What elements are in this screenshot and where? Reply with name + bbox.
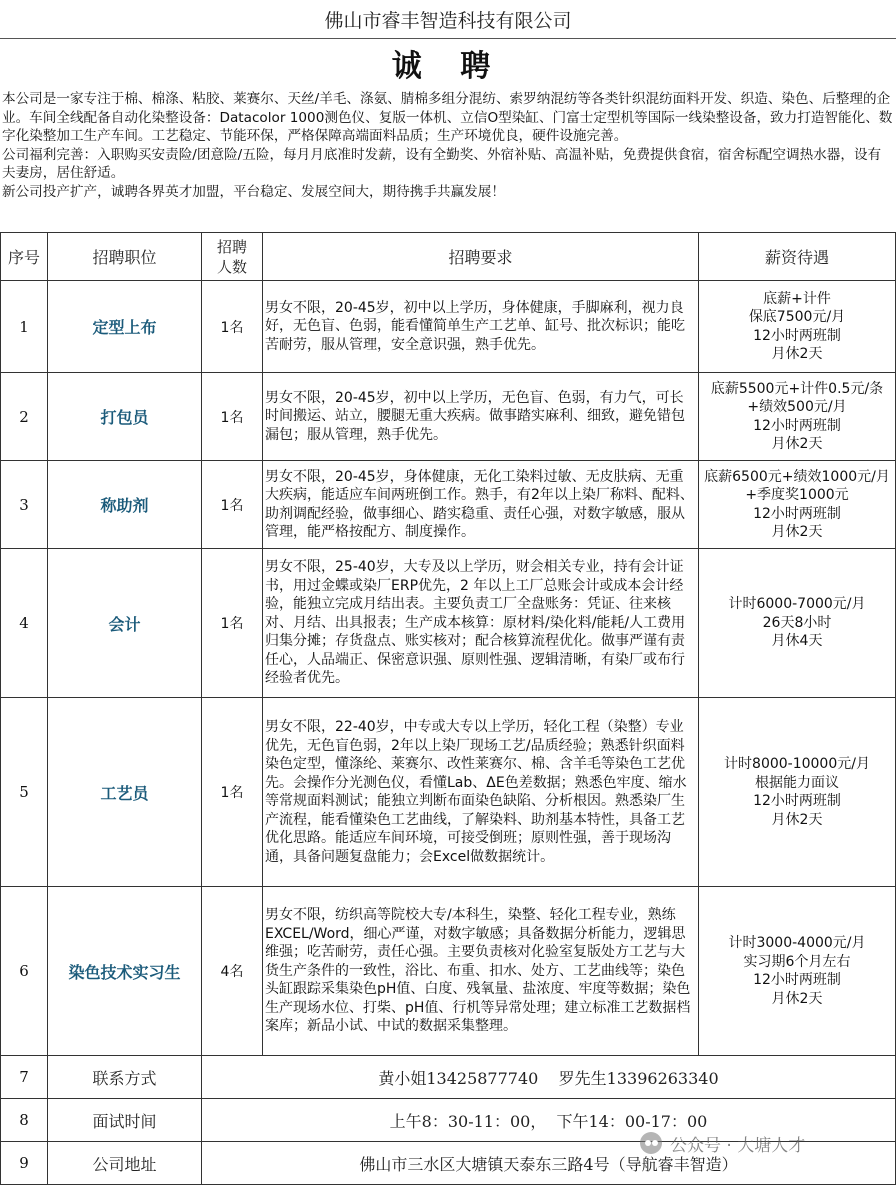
job-requirements: 男女不限，20-45岁，身体健康，无化工染料过敏、无皮肤病、无重大疾病，能适应车间两班倒工作。熟手，有2年以上染厂称料、配料、助剂调配经验，做事细心、踏实稳重、责任心强，对数字敏感，服从管理，能严格按配方、制度操作。: [263, 461, 699, 549]
job-count: 4名: [202, 887, 263, 1056]
job-salary: [699, 549, 896, 698]
table-row: [1, 281, 896, 373]
table-row: [1, 698, 896, 887]
address-value: 佛山市三水区大塘镇天泰东三路4号（导航睿丰智造）: [202, 1142, 896, 1185]
salary-line: 计时6000-7000元/月: [728, 596, 866, 613]
job-no: 2: [1, 373, 48, 461]
job-table: [0, 232, 896, 1185]
salary-line: 月休2天: [771, 524, 823, 540]
job-no: 3: [1, 461, 48, 549]
salary-line: 26天8小时: [762, 614, 832, 631]
watermark: [640, 1127, 805, 1159]
salary-line: 计时8000-10000元/月: [724, 756, 870, 772]
intro-paragraph-invitation: 新公司投产扩产，诚聘各界英才加盟，平台稳定、发展空间大，期待携手共赢发展！: [2, 183, 505, 200]
salary-line: 月休2天: [771, 436, 823, 452]
job-requirements: 男女不限，25-40岁，大专及以上学历，财会相关专业，持有会计证书，用过金蝶或染厂ERP优先，2 年以上工厂总账会计或成本会计经验，能独立完成月结出表。主要负责工厂全盘账务：凭证、往来核对、月结、出具报表；生产成本核算：原材料/染化料/能耗/人工费用归集分摊；存货盘点、账实核对；配合核算流程优化。做事严谨有责任心，人品端正、保密意识强、原则性强、逻辑清晰，有染厂或布行经验者优先。: [263, 549, 699, 698]
salary-line: +季度奖1000元: [745, 487, 849, 503]
job-no: 1: [1, 281, 48, 373]
job-requirements: 男女不限，20-45岁，初中以上学历，无色盲、色弱，有力气，可长时间搬运、站立，腰腿无重大疾病。做事踏实麻利、细致，避免错包漏包；服从管理，熟手优先。: [263, 373, 699, 461]
salary-line: 月休2天: [771, 346, 823, 362]
header-count-label: 招聘人数: [216, 237, 247, 276]
salary-line: 保底7500元/月: [748, 309, 846, 325]
header-salary: 薪资待遇: [699, 233, 896, 281]
job-position: 染色技术实习生: [48, 887, 202, 1056]
job-salary: [699, 281, 896, 373]
job-position: 工艺员: [48, 698, 202, 887]
table-row: [1, 549, 896, 698]
table-row: [1, 373, 896, 461]
job-position: 定型上布: [48, 281, 202, 373]
job-requirements: 男女不限，20-45岁，初中以上学历，身体健康，手脚麻利，视力良好，无色盲、色弱，能看懂简单生产工艺单、缸号、批次标识；能吃苦耐劳，服从管理，安全意识强，熟手优先。: [263, 281, 699, 373]
job-requirements: 男女不限，纺织高等院校大专/本科生，染整、轻化工程专业，熟练EXCEL/Word，细心严谨，对数字敏感；具备数据分析能力，逻辑思维强；吃苦耐劳，责任心强。主要负责核对化验室复版处方工艺与大货生产条件的一致性，浴比、布重、扣水、处方、工艺曲线等；染色头缸跟踪采集染色pH值、白度、残氧量、盐浓度、牢度等数据；染色生产现场水位、打柴、pH值、行机等异常处理；建立标准工艺数据档案库；新品小试、中试的数据采集整理。: [263, 887, 699, 1056]
job-salary: [699, 461, 896, 549]
contact-value: 黄小姐13425877740 罗先生13396263340: [202, 1056, 896, 1099]
job-count: 1名: [202, 281, 263, 373]
table-row: [1, 461, 896, 549]
wechat-icon: [640, 1132, 662, 1154]
row-no: 7: [1, 1056, 48, 1099]
salary-line: 计时3000-4000元/月: [728, 935, 866, 951]
header-position: 招聘职位: [48, 233, 202, 281]
job-count: 1名: [202, 698, 263, 887]
header-requirements: 招聘要求: [263, 233, 699, 281]
row-no: 9: [1, 1142, 48, 1185]
job-salary: [699, 698, 896, 887]
row-no: 8: [1, 1099, 48, 1142]
company-name: 佛山市睿丰智造科技有限公司: [0, 0, 896, 39]
job-count: 1名: [202, 373, 263, 461]
salary-line: 底薪+计件: [763, 290, 831, 307]
interview-time-label: 面试时间: [48, 1099, 202, 1142]
table-row: [1, 1056, 896, 1099]
job-count: 1名: [202, 461, 263, 549]
salary-line: 12小时两班制: [753, 793, 841, 809]
interview-time-value: 上午8：30-11：00， 下午14：00-17：00: [202, 1099, 896, 1142]
table-header-row: [1, 233, 896, 281]
salary-line: 实习期6个月左右: [743, 953, 851, 970]
salary-line: 月休2天: [771, 811, 823, 828]
intro-paragraph-benefits: 公司福利完善：入职购买安责险/团意险/五险，每月月底准时发薪，设有全勤奖、外宿补贴、高温补贴，免费提供食宿，宿舍标配空调热水器，设有夫妻房，居住舒适。: [2, 146, 882, 181]
salary-line: 12小时两班制: [753, 972, 841, 988]
address-label: 公司地址: [48, 1142, 202, 1185]
watermark-text: 公众号 · 大塘人才: [670, 1135, 806, 1156]
job-salary: [699, 887, 896, 1056]
job-salary: [699, 373, 896, 461]
job-position: 会计: [48, 549, 202, 698]
intro-paragraph-business: 本公司是一家专注于棉、棉涤、粘胶、莱赛尔、天丝/羊毛、涤氨、腈棉多组分混纺、索罗纳混纺等各类针织混纺面料开发、织造、染色、后整理的企业。车间全线配备自动化染整设备：Datacolor 1000测色仪、复版一体机、立信O型染缸、门富士定型机等国际一线染整设备，致力打造智能化、数字化染整加工生产车间。工艺稳定、节能环保，严格保障高端面料品质；生产环境优良，硬件设施完善。: [2, 91, 893, 144]
salary-line: 底薪6500元+绩效1000元/月: [704, 468, 890, 485]
job-no: 5: [1, 698, 48, 887]
job-position: 打包员: [48, 373, 202, 461]
job-requirements: 男女不限，22-40岁，中专或大专以上学历，轻化工程（染整）专业优先，无色盲色弱，2年以上染厂现场工艺/品质经验；熟悉针织面料染色定型，懂涤纶、莱赛尔、改性莱赛尔、棉、含羊毛等染色工艺优先。会操作分光测色仪，看懂Lab、ΔE色差数据；熟悉色牢度、缩水等常规面料测试；能独立判断布面染色缺陷、分析根因。熟悉染厂生产流程，能看懂染色工艺曲线，了解染料、助剂基本特性，具备工艺优化思路。能适应车间环境，可接受倒班；原则性强，善于现场沟通，具备问题复盘能力；会Excel做数据统计。: [263, 698, 699, 887]
salary-line: 12小时两班制: [753, 505, 841, 522]
salary-line: 根据能力面议: [755, 774, 839, 791]
salary-line: 底薪5500元+计件0.5元/条: [710, 380, 884, 397]
job-count: 1名: [202, 549, 263, 698]
salary-line: 月休2天: [771, 990, 823, 1007]
salary-line: 12小时两班制: [753, 417, 841, 434]
job-no: 4: [1, 549, 48, 698]
salary-line: +绩效500元/月: [747, 399, 847, 415]
salary-line: 12小时两班制: [753, 327, 841, 344]
header-count: [202, 233, 263, 281]
salary-line: 月休4天: [771, 633, 823, 650]
contact-label: 联系方式: [48, 1056, 202, 1099]
job-no: 6: [1, 887, 48, 1056]
page-title: 诚 聘: [391, 49, 505, 84]
company-intro: [2, 90, 894, 228]
header-no: 序号: [1, 233, 48, 281]
table-row: [1, 887, 896, 1056]
job-position: 称助剂: [48, 461, 202, 549]
